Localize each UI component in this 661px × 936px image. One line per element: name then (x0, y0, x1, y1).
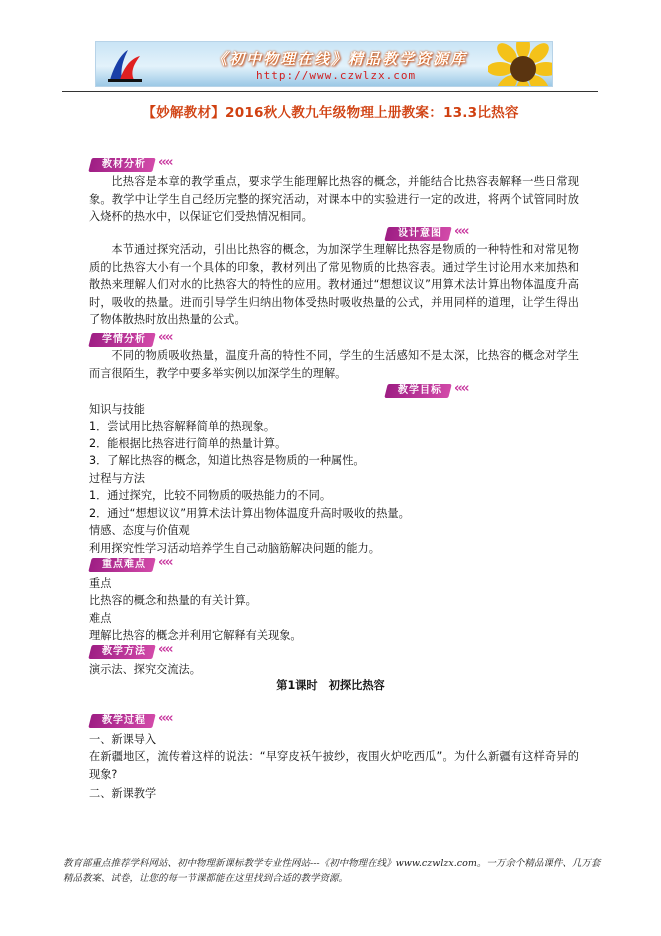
header-rule (62, 91, 598, 92)
goal-heading-attitude: 情感、态度与价值观 (89, 524, 190, 537)
goal-heading-knowledge: 知识与技能 (89, 403, 145, 416)
key-point-heading: 重点 (89, 577, 112, 590)
lesson-title: 第1课时 初探比热容 (276, 679, 385, 692)
arrows-icon: ‹‹‹‹ (158, 711, 172, 726)
student-analysis-text: 不同的物质吸收热量，温度升高的特性不同，学生的生活感知不是太深，比热容的概念对学生而言很陌生，教学中要多举实例以加深学生的理解。 (89, 349, 579, 380)
goal-item: 2．通过“想想议议”用算术法计算出物体温度升高时吸收的热量。 (89, 507, 410, 520)
goal-item: 2．能根据比热容进行简单的热量计算。 (89, 437, 287, 450)
teaching-methods-text: 演示法、探究交流法。 (89, 663, 201, 676)
page: 《初中物理在线》精品教学资源库 http://www.czwlzx.com 【妙解教材】2016秋人教九年级物理上册教案：13.3比热容 教材分析 ‹‹‹‹ 比热容是本章的教学重点，要求学生能理解比热容的概念，并能结合比热容表解释一些日常现象。教学中让学生自己经历完整的探究活动，对课本中的实验进行一定的改进，将两个试管同时放入烧杯的热水中，以保证它们受热情况相同。 设计意图 ‹‹‹‹ 本节通过探究活动，引出比热容的概念，为加深学生理解比热容是物质的一种特性和对常见物质的比热容大小有一个具体的印象，教材列出了常见物质的比热容表。通过学生讨论用水来加热和散热来理解人们对水的比热容大的特性的应用。教材通过“想想议议”用算术法计算出物体温度升高时，吸收的热量。进而引导学生归纳出物体受热时吸收热量的公式，并用同样的道理，让学生得出了物体散热时放出热量的公式。 学情分析 ‹‹‹‹ 不同的物质吸收热量，温度升高的特性不同，学生的生活感知不是太深，比热容的概念对学生而言很陌生，教学中要多举实例以加深学生的理解。 教学目标 ‹‹‹‹ 知识与技能 1．尝试用比热容解释简单的热现象。 2．能根据比热容进行简单的热量计算。 3．了解比热容的概念，知道比热容是物质的一种属性。 过程与方法 1．通过探究，比较不同物质的吸热能力的不同。 2．通过“想想议议”用算术法计算出物体温度升高时吸收的热量。 情感、态度与价值观 利用探究性学习活动培养学生自己动脑筋解决问题的能力。 重点难点 ‹‹‹‹ 重点 比热容的概念和热量的有关计算。 难点 理解比热容的概念并利用它解释有关现象。 教学方法 ‹‹‹‹ 演示法、探究交流法。 第1课时 初探比热容 教学过程 ‹‹‹‹ 一、新课导入 在新疆地区，流传着这样的说法：“早穿皮袄午披纱，夜围火炉吃西瓜”。为什么新疆有这样奇异的现象? 二、新课教学 教育部重点推荐学科网站、初中物理新课标教学专业性网站---《初中物理在线》www.czwlzx.com。一万余个精品课件、几万套精品教案、试卷，让您的每一节课都能在这里找到合适的教学资源。 (0, 0, 661, 936)
goal-item: 1．尝试用比热容解释简单的热现象。 (89, 420, 276, 433)
difficulty-heading: 难点 (89, 612, 112, 625)
textbook-analysis-text: 比热容是本章的教学重点，要求学生能理解比热容的概念，并能结合比热容表解释一些日常现象。教学中让学生自己经历完整的探究活动，对课本中的实验进行一定的改进，将两个试管同时放入烧杯的热水中，以保证它们受热情况相同。 (89, 175, 579, 224)
site-banner[interactable] (95, 41, 553, 87)
document-title: 【妙解教材】2016秋人教九年级物理上册教案：13.3比热容 (142, 105, 519, 121)
process-intro-text: 在新疆地区，流传着这样的说法：“早穿皮袄午披纱，夜围火炉吃西瓜”。为什么新疆有这样奇异的现象? (89, 750, 579, 781)
site-logo-icon (106, 46, 146, 84)
difficulty-text: 理解比热容的概念并利用它解释有关现象。 (89, 629, 302, 642)
arrows-icon: ‹‹‹‹ (158, 330, 172, 345)
page-footer: 教育部重点推荐学科网站、初中物理新课标教学专业性网站---《初中物理在线》www.czwlzx.com。一万余个精品课件、几万套精品教案、试卷，让您的每一节课都能在这里找到合适的教学资源。 (63, 858, 601, 884)
process-step-heading: 二、新课教学 (89, 787, 157, 800)
arrows-icon: ‹‹‹‹ (454, 224, 468, 239)
design-intent-text: 本节通过探究活动，引出比热容的概念，为加深学生理解比热容是物质的一种特性和对常见物质的比热容大小有一个具体的印象，教材列出了常见物质的比热容表。通过学生讨论用水来加热和散热来理解人们对水的比热容大的特性的应用。教材通过“想想议议”用算术法计算出物体温度升高时，吸收的热量。进而引导学生归纳出物体受热时吸收热量的公式，并用同样的道理，让学生得出了物体散热时放出热量的公式。 (89, 243, 579, 327)
banner-site-url[interactable]: http://www.czwlzx.com (256, 69, 417, 82)
banner-site-name: 《初中物理在线》精品教学资源库 (212, 50, 468, 68)
sunflower-icon (488, 41, 553, 87)
arrows-icon: ‹‹‹‹ (158, 642, 172, 657)
goal-item: 利用探究性学习活动培养学生自己动脑筋解决问题的能力。 (89, 542, 380, 555)
goal-item: 3．了解比热容的概念，知道比热容是物质的一种属性。 (89, 454, 365, 467)
arrows-icon: ‹‹‹‹ (158, 555, 172, 570)
goal-heading-process: 过程与方法 (89, 472, 145, 485)
process-step-heading: 一、新课导入 (89, 733, 157, 746)
key-point-text: 比热容的概念和热量的有关计算。 (89, 594, 257, 607)
arrows-icon: ‹‹‹‹ (158, 155, 172, 170)
arrows-icon: ‹‹‹‹ (454, 381, 468, 396)
goal-item: 1．通过探究，比较不同物质的吸热能力的不同。 (89, 489, 332, 502)
